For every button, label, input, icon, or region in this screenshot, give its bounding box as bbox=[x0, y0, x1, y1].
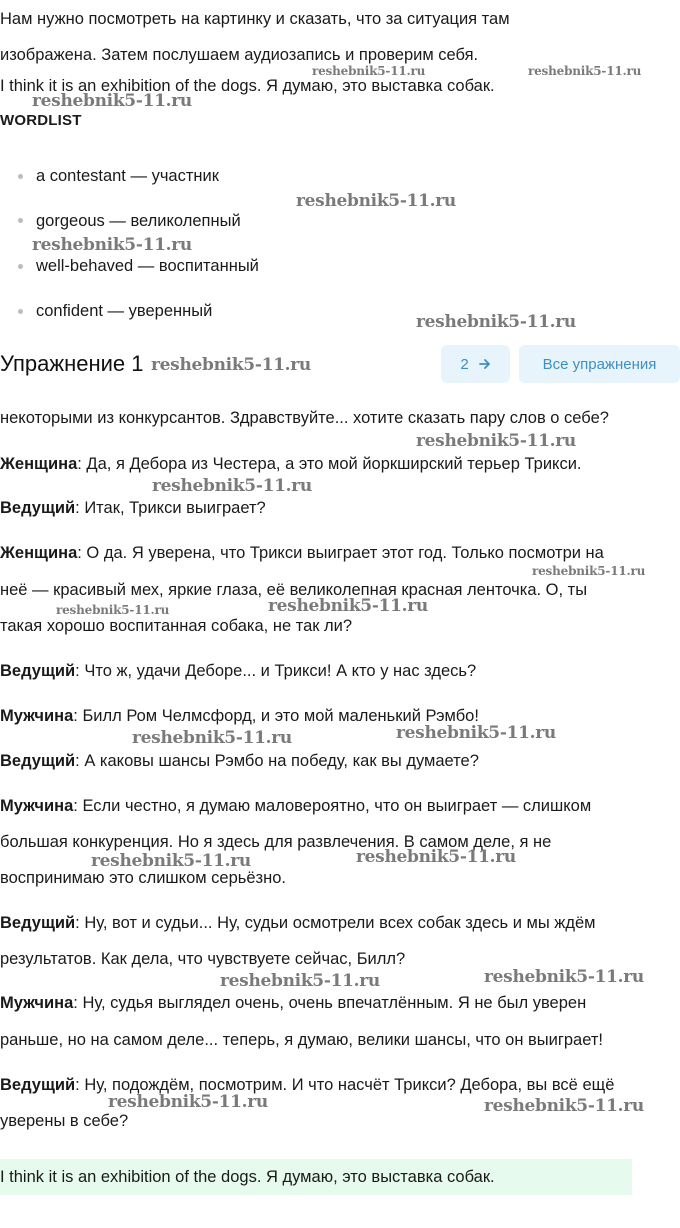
speaker-name: Ведущий bbox=[0, 914, 76, 932]
transcript-line: раньше, но на самом деле... теперь, я думаю, велики шансы, что он выиграет! bbox=[0, 1031, 603, 1049]
watermark: reshebnik5-11.ru bbox=[32, 235, 192, 255]
bullet-icon bbox=[18, 174, 23, 179]
wordlist-item: confident — уверенный bbox=[36, 302, 213, 320]
all-exercises-button[interactable]: Все упражнения bbox=[519, 345, 680, 383]
watermark: reshebnik5-11.ru bbox=[312, 64, 426, 78]
transcript-line: такая хорошо воспитанная собака, не так ли? bbox=[0, 617, 353, 635]
speaker-name: Ведущий bbox=[0, 752, 76, 770]
watermark: reshebnik5-11.ru bbox=[56, 603, 170, 617]
intro-line-2: изображена. Затем послушаем аудиозапись и проверим себя. bbox=[0, 46, 479, 64]
watermark: reshebnik5-11.ru bbox=[396, 723, 556, 743]
transcript-line: Женщина: О да. Я уверена, что Трикси выиграет этот год. Только посмотри на bbox=[0, 544, 604, 562]
transcript-line: Ведущий: А каковы шансы Рэмбо на победу, как вы думаете? bbox=[0, 752, 479, 770]
watermark: reshebnik5-11.ru bbox=[132, 728, 292, 748]
transcript-line: Женщина: Да, я Дебора из Честера, а это мой йоркширский терьер Трикси. bbox=[0, 455, 582, 473]
speaker-name: Женщина bbox=[0, 455, 78, 473]
wordlist-item: a contestant — участник bbox=[36, 167, 219, 185]
speaker-name: Ведущий bbox=[0, 662, 76, 680]
watermark: reshebnik5-11.ru bbox=[356, 847, 516, 867]
watermark: reshebnik5-11.ru bbox=[152, 476, 312, 496]
next-exercise-label: 2 bbox=[460, 355, 469, 373]
watermark: reshebnik5-11.ru bbox=[532, 564, 646, 578]
transcript-line: неё — красивый мех, яркие глаза, её великолепная красная ленточка. О, ты bbox=[0, 581, 588, 599]
transcript-line: Ведущий: Ну, вот и судьи... Ну, судьи осмотрели всех собак здесь и мы ждём bbox=[0, 914, 596, 932]
next-exercise-button[interactable] bbox=[441, 345, 510, 383]
transcript-line: Ведущий: Итак, Трикси выиграет? bbox=[0, 499, 266, 517]
transcript-line: Мужчина: Билл Ром Челмсфорд, и это мой маленький Рэмбо! bbox=[0, 707, 479, 725]
arrow-right-icon bbox=[479, 359, 491, 369]
bullet-icon bbox=[18, 309, 23, 314]
transcript-line: Ведущий: Ну, подождём, посмотрим. И что насчёт Трикси? Дебора, вы всё ещё bbox=[0, 1076, 615, 1094]
transcript-line: Мужчина: Ну, судья выглядел очень, очень впечатлённым. Я не был уверен bbox=[0, 994, 587, 1012]
wordlist-item: well-behaved — воспитанный bbox=[36, 257, 259, 275]
speaker-name: Ведущий bbox=[0, 499, 76, 517]
watermark: reshebnik5-11.ru bbox=[220, 971, 380, 991]
speaker-name: Мужчина bbox=[0, 797, 74, 815]
wordlist-title: WORDLIST bbox=[0, 112, 82, 129]
watermark: reshebnik5-11.ru bbox=[268, 596, 428, 616]
watermark: reshebnik5-11.ru bbox=[484, 1096, 644, 1116]
speaker-name: Мужчина bbox=[0, 994, 74, 1012]
transcript-line: результатов. Как дела, что чувствуете сейчас, Билл? bbox=[0, 950, 406, 968]
intro-line-1: Нам нужно посмотреть на картинку и сказать, что за ситуация там bbox=[0, 10, 510, 28]
watermark: reshebnik5-11.ru bbox=[528, 64, 642, 78]
transcript-line: Мужчина: Если честно, я думаю маловероятно, что он выиграет — слишком bbox=[0, 797, 592, 815]
watermark: reshebnik5-11.ru bbox=[151, 355, 311, 375]
exercise-title: Упражнение 1 bbox=[0, 351, 144, 376]
watermark: reshebnik5-11.ru bbox=[484, 967, 644, 987]
bullet-icon bbox=[18, 218, 23, 223]
intro-line-3: I think it is an exhibition of the dogs. Я думаю, это выставка собак. bbox=[0, 77, 495, 95]
transcript-line: Ведущий: Что ж, удачи Деборе... и Трикси! А кто у нас здесь? bbox=[0, 662, 477, 680]
answer-box: I think it is an exhibition of the dogs. Я думаю, это выставка собак. bbox=[0, 1159, 632, 1195]
transcript-line: воспринимаю это слишком серьёзно. bbox=[0, 869, 286, 887]
speaker-name: Женщина bbox=[0, 544, 78, 562]
watermark: reshebnik5-11.ru bbox=[416, 431, 576, 451]
watermark: reshebnik5-11.ru bbox=[91, 851, 251, 871]
wordlist-item: gorgeous — великолепный bbox=[36, 212, 241, 230]
watermark: reshebnik5-11.ru bbox=[32, 91, 192, 111]
watermark: reshebnik5-11.ru bbox=[108, 1092, 268, 1112]
transcript-line: некоторыми из конкурсантов. Здравствуйте... хотите сказать пару слов о себе? bbox=[0, 409, 609, 427]
watermark: reshebnik5-11.ru bbox=[296, 191, 456, 211]
bullet-icon bbox=[18, 264, 23, 269]
watermark: reshebnik5-11.ru bbox=[416, 312, 576, 332]
transcript-line: большая конкуренция. Но я здесь для развлечения. В самом деле, я не bbox=[0, 833, 552, 851]
speaker-name: Ведущий bbox=[0, 1076, 76, 1094]
transcript-line: уверены в себе? bbox=[0, 1112, 129, 1130]
speaker-name: Мужчина bbox=[0, 707, 74, 725]
